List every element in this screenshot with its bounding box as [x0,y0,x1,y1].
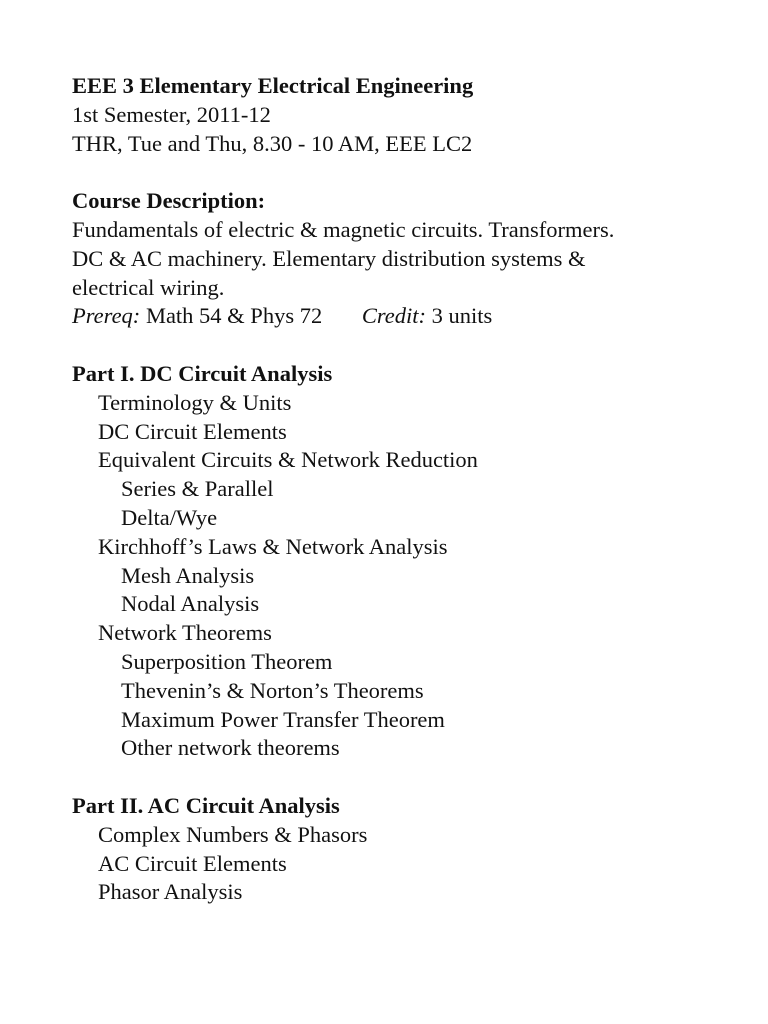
credit-group [362,303,492,328]
topic-item: AC Circuit Elements [98,850,287,876]
subtopic-item: Other network theorems [121,735,340,761]
topic-item: Kirchhoff’s Laws & Network Analysis [98,533,448,559]
topic-item: Equivalent Circuits & Network Reduction [98,447,478,473]
part1-heading: Part I. DC Circuit Analysis [72,360,333,386]
topic-item: DC Circuit Elements [98,418,287,444]
subtopic-item: Maximum Power Transfer Theorem [121,706,445,732]
syllabus-document [72,72,752,907]
schedule: THR, Tue and Thu, 8.30 - 10 AM, EEE LC2 [72,130,473,156]
description-line: electrical wiring. [72,274,225,300]
subtopic-item: Nodal Analysis [121,591,260,617]
prereq-label: Prereq: [72,303,141,329]
subtopic-item: Mesh Analysis [121,562,255,588]
spacer [72,763,752,792]
part2-heading: Part II. AC Circuit Analysis [72,792,340,818]
subtopic-item: Superposition Theorem [121,648,333,674]
credit-label: Credit: [361,303,426,329]
topic-item: Phasor Analysis [98,879,243,905]
topic-item: Complex Numbers & Phasors [98,821,368,847]
topic-item: Network Theorems [98,620,272,646]
subtopic-item: Series & Parallel [121,476,274,502]
subtopic-item: Delta/Wye [121,504,218,530]
subtopic-item: Thevenin’s & Norton’s Theorems [121,677,424,703]
semester: 1st Semester, 2011-12 [72,101,271,127]
description-line: DC & AC machinery. Elementary distribution systems & [72,245,586,271]
topic-item: Terminology & Units [98,389,292,415]
course-title: EEE 3 Elementary Electrical Engineering [72,73,474,98]
description-line: Fundamentals of electric & magnetic circuits. Transformers. [72,216,615,242]
prereq-value: Math 54 & Phys 72 [145,303,323,329]
course-description-heading: Course Description: [72,188,266,214]
prereq-credit-line [72,302,752,331]
credit-value: 3 units [431,303,493,329]
spacer [72,331,752,360]
spacer [72,158,752,187]
